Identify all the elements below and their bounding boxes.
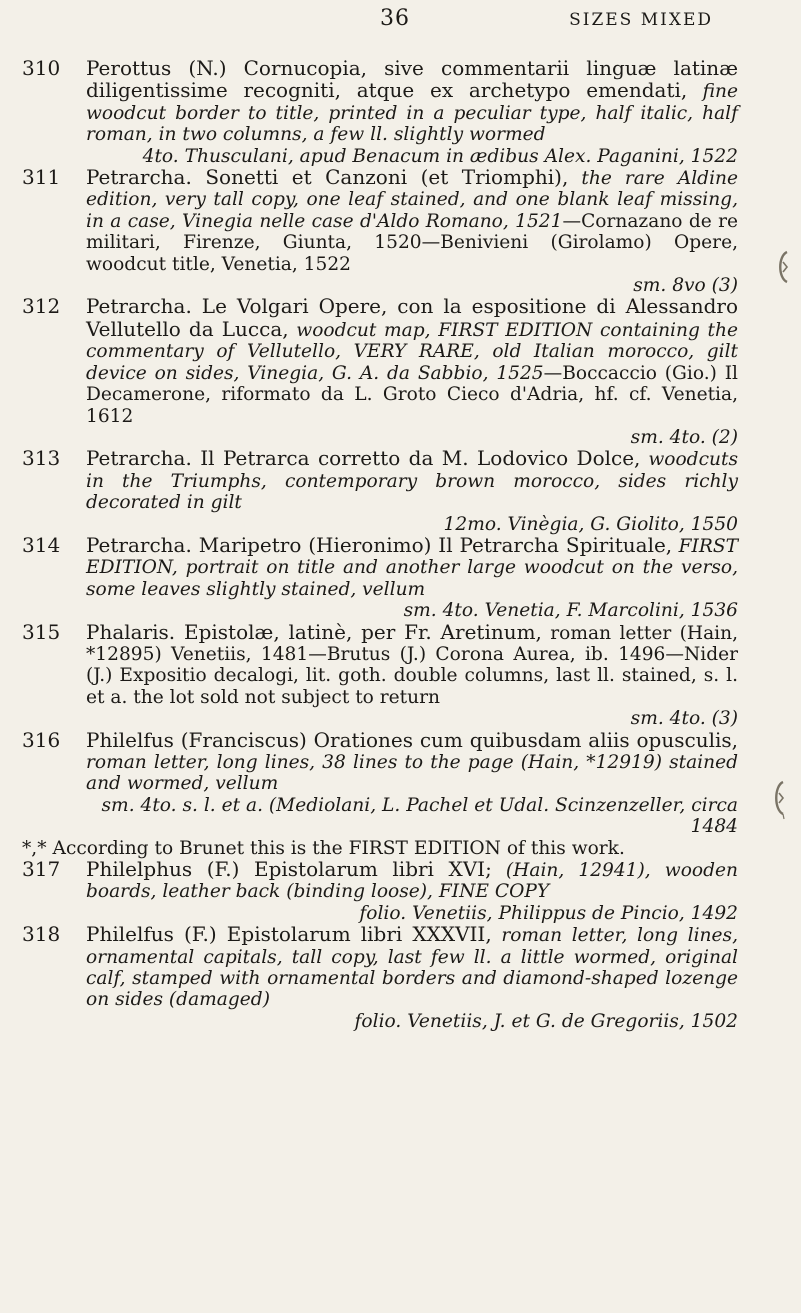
lot-description: FIRST EDITION, portrait on title and another large woodcut on the verso, some leaves slightly stained, vellum bbox=[86, 535, 738, 600]
lot-number: 315 bbox=[22, 619, 61, 644]
lot-imprint: sm. 4to. s. l. et a. (Mediolani, L. Pachel et Udal. Scinzenzeller, circa 1484 bbox=[101, 794, 738, 838]
lot-additional-items: —Cornazano de re militari, Firenze, Giunta, 1520—Benivieni (Girolamo) Opere, woodcut title, Venetia, 1522 bbox=[86, 210, 738, 275]
lot-additional-items: —Boccaccio (Gio.) Il Decamerone, riformato da L. Groto Cieco d'Adria, hf. cf. Venetia, 1612 bbox=[86, 362, 738, 427]
lot-description: roman letter, long lines, 38 lines to the page (Hain, *12919) stained and wormed, vellum bbox=[86, 752, 738, 795]
lot-heading: Petrarcha. Il Petrarca corretto da M. Lodovico Dolce, bbox=[86, 446, 641, 471]
lot-heading: Philelfus (Franciscus) Orationes cum quibusdam aliis opusculis, bbox=[86, 727, 738, 752]
page-number: 36 bbox=[380, 6, 410, 31]
lot-size: sm. 4to. (2) bbox=[630, 426, 738, 448]
note-asterism: *,* bbox=[22, 837, 47, 859]
lot-entry bbox=[22, 619, 738, 730]
lot-note-text: According to Brunet this is the FIRST EDITION of this work. bbox=[52, 837, 625, 859]
lot-number: 314 bbox=[22, 532, 61, 557]
lot-heading: Petrarcha. Le Volgari Opere, con la espositione di Alessandro Vellutello da Lucca, bbox=[86, 294, 738, 341]
lot-entry bbox=[22, 58, 738, 167]
lot-number: 313 bbox=[22, 446, 61, 471]
running-head: SIZES MIXED bbox=[569, 10, 713, 30]
page-header bbox=[0, 4, 801, 38]
lot-number: 317 bbox=[22, 857, 61, 882]
lot-description: fine woodcut border to title, printed in a peculiar type, half italic, half roman, in two columns, a few ll. slightly wormed bbox=[86, 81, 738, 146]
lot-description: roman letter, long lines, ornamental capitals, tall copy, last few ll. a little wormed, original calf, stamped with ornamental borders and diamond-shaped lozenge on sides (damaged) bbox=[86, 925, 738, 1011]
lot-entry bbox=[22, 859, 738, 924]
lot-description: (Hain, 12941), wooden boards, leather back (binding loose), FINE COPY bbox=[86, 860, 738, 903]
lot-size: sm. 8vo (3) bbox=[633, 275, 738, 297]
lot-entry bbox=[22, 727, 738, 838]
lot-entry bbox=[22, 924, 738, 1032]
lot-entry bbox=[22, 532, 738, 622]
lot-imprint: 12mo. Vinègia, G. Giolito, 1550 bbox=[443, 513, 738, 535]
lot-imprint: 4to. Thusculani, apud Benacum in ædibus Alex. Paganini, 1522 bbox=[142, 145, 738, 167]
lot-note bbox=[22, 838, 738, 859]
lot-imprint: folio. Venetiis, Philippus de Pincio, 1492 bbox=[359, 902, 738, 924]
lot-number: 318 bbox=[22, 922, 61, 947]
margin-bracket-icon bbox=[775, 250, 791, 284]
lot-heading: Perottus (N.) Cornucopia, sive commentarii linguæ latinæ diligentissime recogniti, atque ex archetypo emendati, bbox=[86, 56, 738, 103]
lot-description: the rare Aldine edition, very tall copy, one leaf stained, and one blank leaf missing, in a case, Vinegia nelle case d'Aldo Romano, 1521 bbox=[86, 168, 738, 232]
lot-number: 316 bbox=[22, 727, 61, 752]
lot-number: 311 bbox=[22, 165, 61, 190]
lot-heading: Petrarcha. Maripetro (Hieronimo) Il Petrarcha Spirituale, bbox=[86, 532, 673, 557]
lot-entry bbox=[22, 296, 738, 448]
lot-number: 310 bbox=[22, 56, 61, 80]
lot-imprint: sm. 4to. Venetia, F. Marcolini, 1536 bbox=[403, 600, 738, 622]
lot-entry bbox=[22, 167, 738, 296]
lot-imprint: folio. Venetiis, J. et G. de Gregoriis, 1502 bbox=[354, 1010, 738, 1032]
lot-number: 312 bbox=[22, 294, 61, 319]
lot-description: roman letter (Hain, *12895) Venetiis, 1481—Brutus (J.) Corona Aurea, ib. 1496—Nider (J.) Expositio decalogi, lit. goth. double columns, last ll. stained, s. l. et a. the lot sold not subject to return bbox=[86, 622, 738, 708]
lot-description: woodcuts in the Triumphs, contemporary brown morocco, sides richly decorated in gilt bbox=[86, 449, 738, 514]
lot-heading: Petrarcha. Sonetti et Canzoni (et Triomphi), bbox=[86, 165, 569, 190]
lot-description: woodcut map, FIRST EDITION containing the commentary of Vellutello, VERY RARE, old Italian morocco, gilt device on sides, Vinegia, G. A. da Sabbio, 1525 bbox=[86, 319, 738, 384]
lot-list bbox=[22, 58, 738, 1032]
lot-heading: Philelfus (F.) Epistolarum libri XXXVII, bbox=[86, 922, 492, 947]
margin-bracket-icon bbox=[771, 780, 787, 814]
lot-heading: Philelphus (F.) Epistolarum libri XVI; bbox=[86, 857, 492, 882]
lot-entry bbox=[22, 448, 738, 535]
lot-heading: Phalaris. Epistolæ, latinè, per Fr. Aretinum, bbox=[86, 619, 542, 644]
lot-size: sm. 4to. (3) bbox=[630, 708, 738, 730]
